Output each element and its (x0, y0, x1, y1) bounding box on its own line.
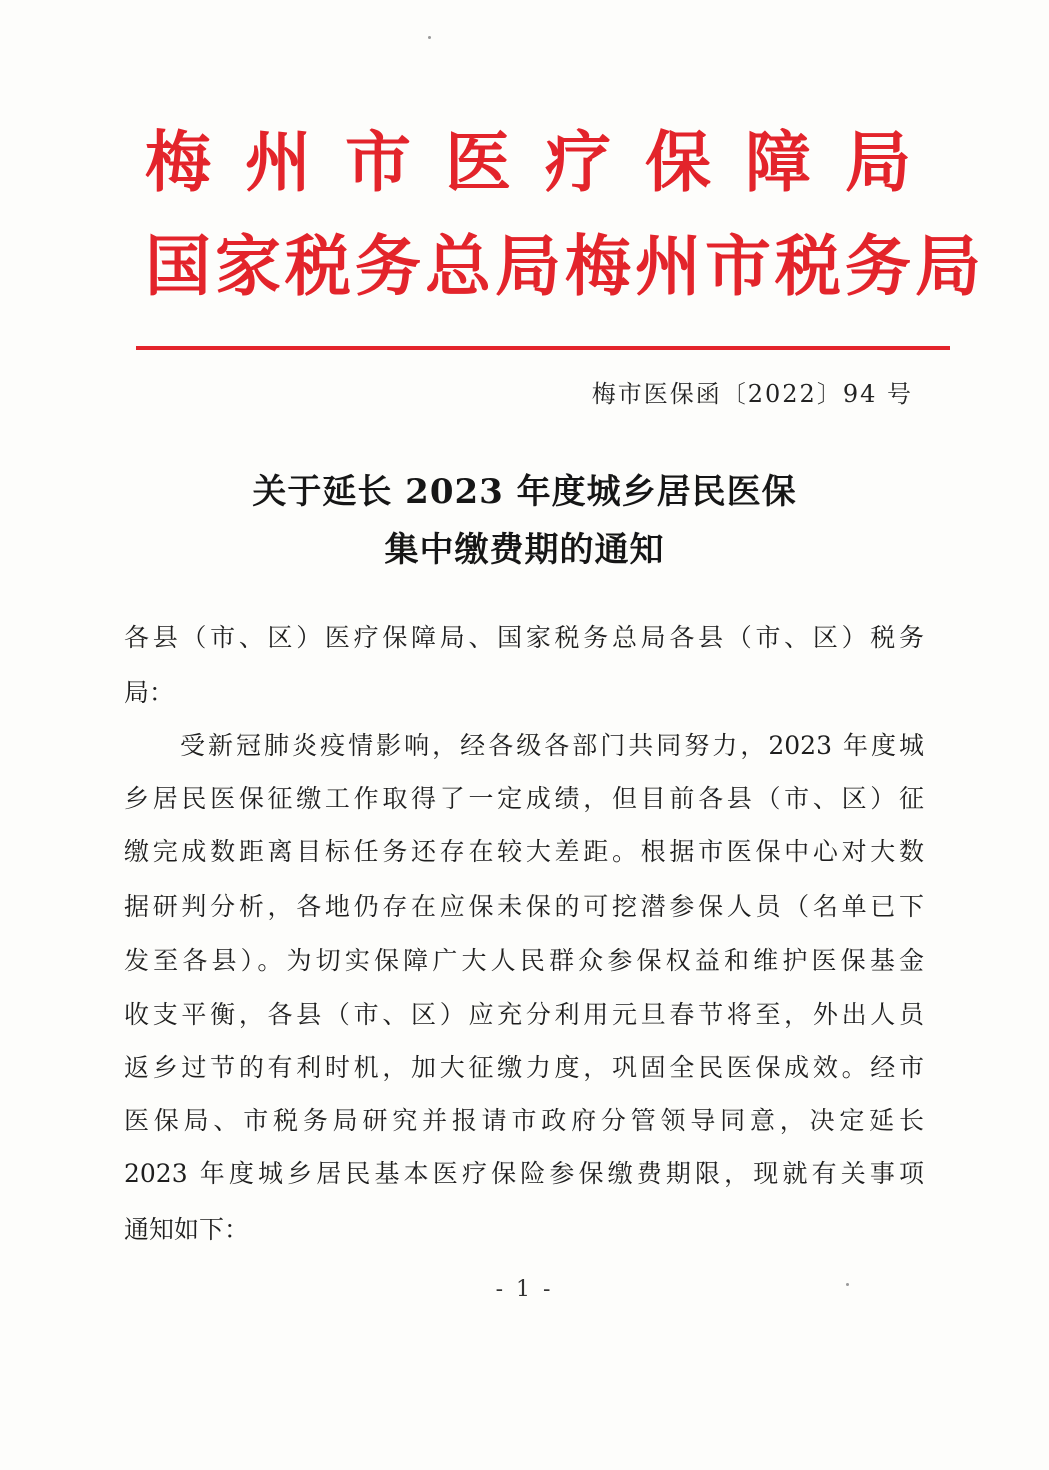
issuer-header-medical-security-bureau: 梅州市医疗保障局 (145, 124, 945, 201)
addressee-line: 各县（市、区）医疗保障局、国家税务总局各县（市、区）税务 (124, 623, 924, 652)
red-header-rule (136, 346, 950, 350)
body-text-line: 据研判分析，各地仍存在应保未保的可挖潜参保人员（名单已下 (124, 892, 924, 921)
body-text-line: 收支平衡，各县（市、区）应充分利用元旦春节将至，外出人员 (124, 1000, 924, 1029)
body-text-line: 医保局、市税务局研究并报请市政府分管领导同意，决定延长 (124, 1106, 924, 1135)
notice-title-line-2: 集中缴费期的通知 (384, 530, 665, 570)
body-text-line: 乡居民医保征缴工作取得了一定成绩，但目前各县（市、区）征 (124, 784, 924, 813)
body-text-line: 通知如下： (124, 1215, 250, 1244)
body-text-line: 返乡过节的有利时机，加大征缴力度，巩固全民医保成效。经市 (124, 1053, 924, 1082)
document-number: 梅市医保函〔2022〕94 号 (591, 380, 913, 408)
body-text-line: 受新冠肺炎疫情影响，经各级各部门共同努力，2023 年度城 (180, 731, 924, 760)
page-number: - 1 - (495, 1277, 554, 1302)
issuer-header-tax-bureau: 国家税务总局梅州市税务局 (145, 228, 985, 305)
notice-title-line-1: 关于延长 2023 年度城乡居民医保 (252, 472, 797, 512)
addressee-line: 局： (124, 678, 175, 707)
scan-speck (428, 36, 431, 39)
body-text-line: 2023 年度城乡居民基本医疗保险参保缴费期限，现就有关事项 (124, 1159, 924, 1188)
body-text-line: 发至各县）。为切实保障广大人民群众参保权益和维护医保基金 (124, 946, 924, 975)
body-text-line: 缴完成数距离目标任务还存在较大差距。根据市医保中心对大数 (124, 837, 924, 866)
